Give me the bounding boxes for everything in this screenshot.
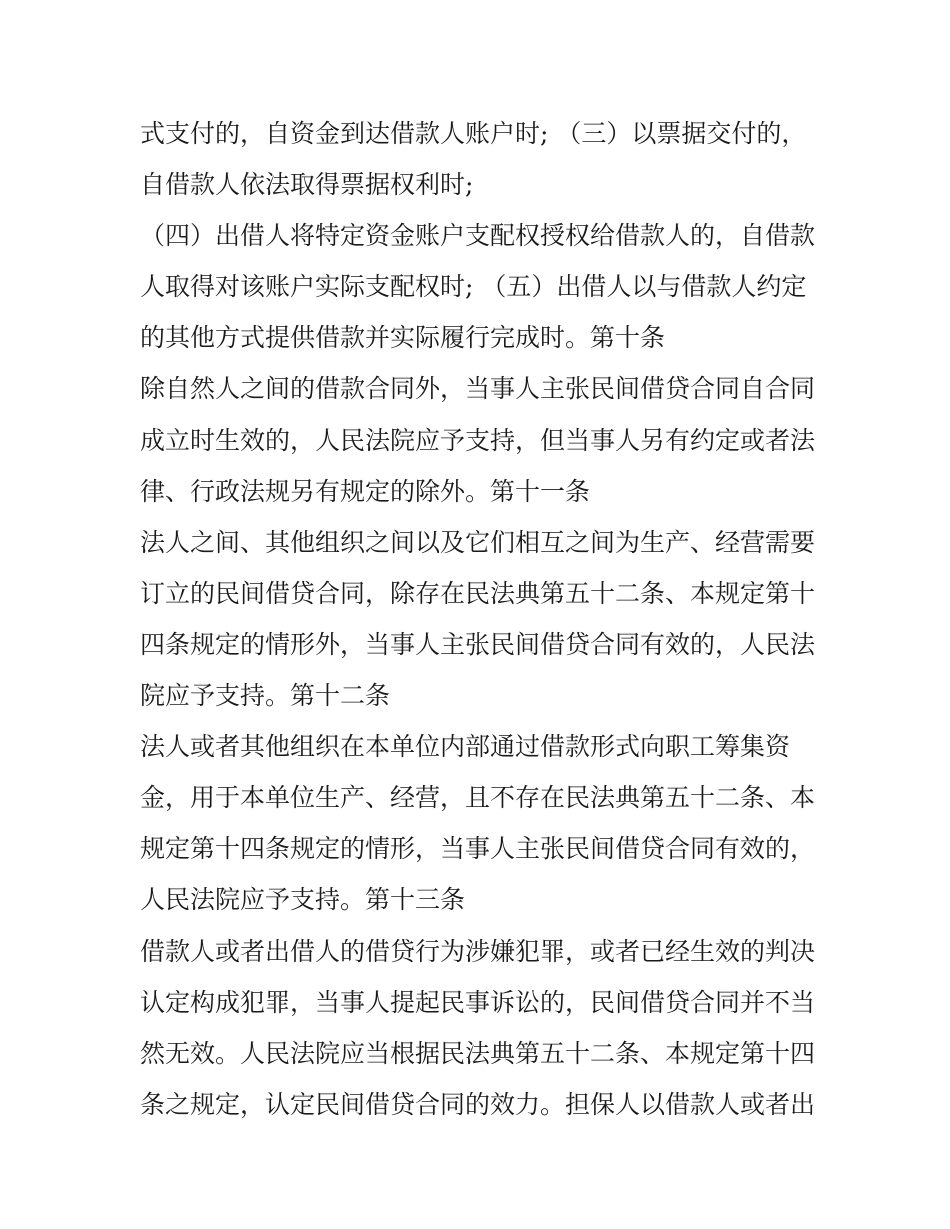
text-line: （四）出借人将特定资金账户支配权授权给借款人的，自借款 bbox=[140, 221, 816, 251]
text-line: 金，用于本单位生产、经营，且不存在民法典第五十二条、本 bbox=[140, 783, 816, 813]
text-line: 律、行政法规另有规定的除外。第十一条 bbox=[140, 476, 591, 506]
text-line: 除自然人之间的借款合同外，当事人主张民间借贷合同自合同 bbox=[140, 374, 816, 404]
text-line: 成立时生效的，人民法院应予支持，但当事人另有约定或者法 bbox=[140, 425, 816, 455]
text-line: 条之规定，认定民间借贷合同的效力。担保人以借款人或者出 bbox=[140, 1089, 816, 1119]
text-line: 法人或者其他组织在本单位内部通过借款形式向职工筹集资 bbox=[140, 732, 791, 762]
text-line: 式支付的，自资金到达借款人账户时; （三）以票据交付的， bbox=[140, 119, 807, 148]
text-line: 规定第十四条规定的情形，当事人主张民间借贷合同有效的， bbox=[140, 834, 816, 864]
text-line: 借款人或者出借人的借贷行为涉嫌犯罪，或者已经生效的判决 bbox=[140, 936, 816, 966]
text-line: 人取得对该账户实际支配权时; （五）出借人以与借款人约定 bbox=[140, 272, 807, 302]
text-line: 法人之间、其他组织之间以及它们相互之间为生产、经营需要 bbox=[140, 527, 816, 557]
text-line: 订立的民间借贷合同，除存在民法典第五十二条、本规定第十 bbox=[140, 578, 816, 608]
text-line: 四条规定的情形外，当事人主张民间借贷合同有效的，人民法 bbox=[140, 629, 816, 659]
text-line: 然无效。人民法院应当根据民法典第五十二条、本规定第十四 bbox=[140, 1038, 816, 1068]
document-body bbox=[140, 108, 830, 1130]
text-line: 的其他方式提供借款并实际履行完成时。第十条 bbox=[140, 323, 666, 353]
text-line: 认定构成犯罪，当事人提起民事诉讼的，民间借贷合同并不当 bbox=[140, 987, 816, 1017]
text-line: 人民法院应予支持。第十三条 bbox=[140, 885, 466, 915]
text-line: 自借款人依法取得票据权利时; bbox=[140, 170, 474, 200]
text-line: 院应予支持。第十二条 bbox=[140, 681, 391, 711]
